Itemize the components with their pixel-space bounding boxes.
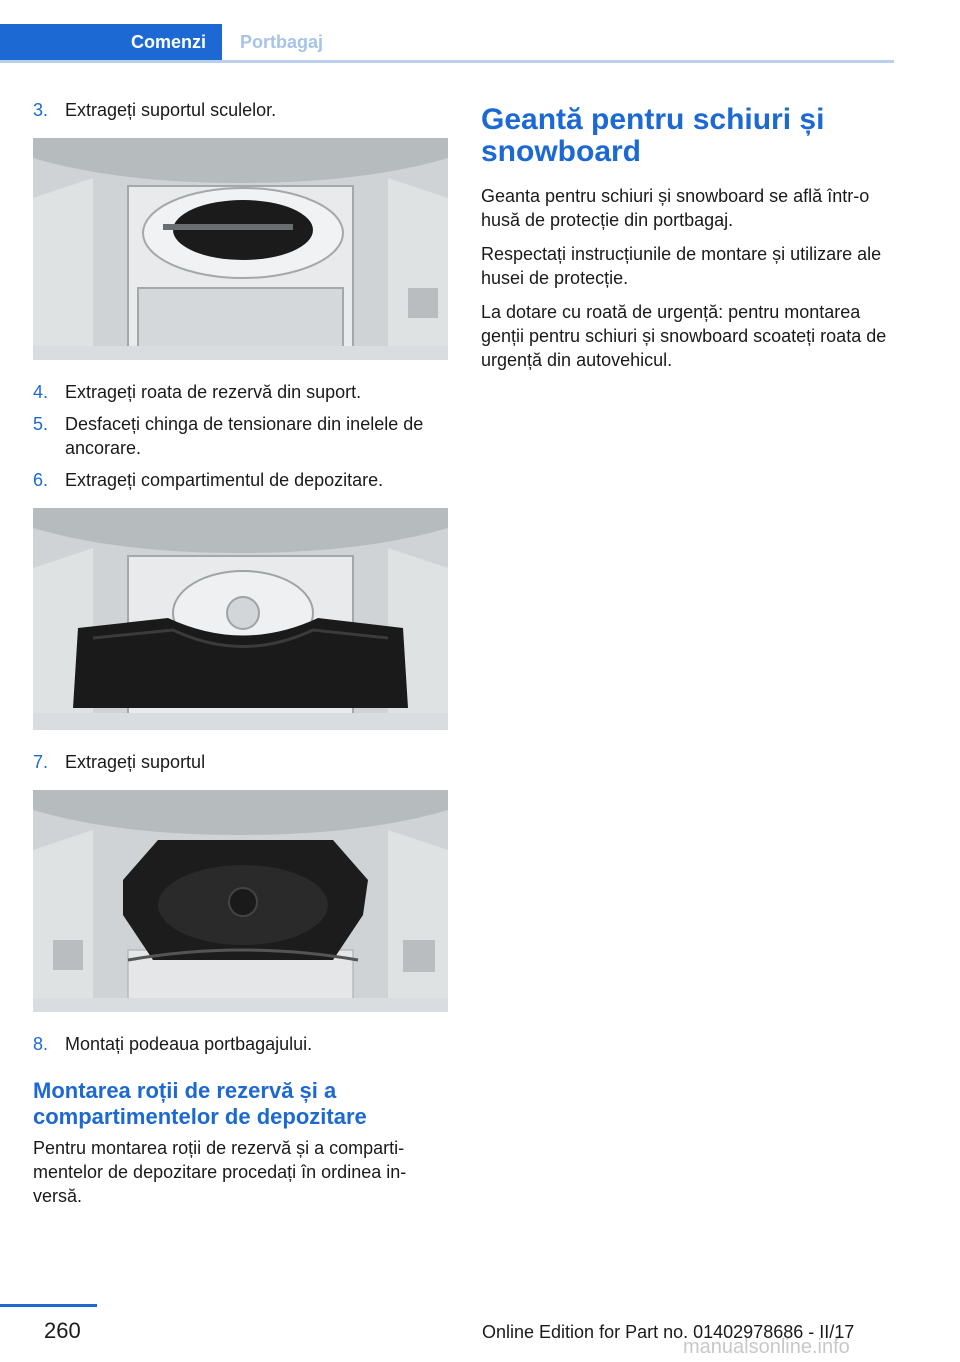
step-number: 6. [33,470,49,490]
watermark: manualsonline.info [683,1336,850,1358]
step-number: 7. [33,752,49,772]
paragraph-2: Respectați instrucțiunile de montare și utilizare ale husei de protecție. [481,244,882,288]
step-number: 8. [33,1034,49,1054]
paragraph-1: Geanta pentru schiuri și snowboard se află într-o husă de protecție din portbagaj. [481,186,870,230]
section-heading: Geantă pentru schiuri și snowboard [481,103,825,168]
step-text: Montați podeaua portbagajului. [65,1034,313,1054]
step-8 [33,1032,448,1056]
step-text: Extrageți suportul sculelor. [65,100,277,120]
tab-portbagaj[interactable]: Portbagaj [240,32,324,52]
step-3 [33,98,448,122]
header-divider [0,60,894,63]
step-text: Extrageți roata de rezervă din suport. [65,382,362,402]
step-4 [33,380,448,404]
step-text: Desfaceți chinga de tensionare din inelele de ancorare. [65,414,424,458]
trunk-illustration-3 [33,790,448,1012]
figure-tool-holder [33,138,448,360]
tab-comenzi[interactable]: Comenzi [0,24,222,61]
step-5 [33,412,448,460]
subsection-heading: Montarea roții de rezervă și a compartimentelor de depozitare [33,1078,367,1129]
left-column [33,98,448,1218]
trunk-illustration-2 [33,508,448,730]
footer-rule [0,1304,97,1307]
step-text: Extrageți suportul [65,752,206,772]
paragraph-3: La dotare cu roată de urgență: pentru montarea genții pentru schiuri și snowboard scoateți roata de urgență din autovehicul. [481,302,887,370]
edition-text: Online Edition for Part no. 01402978686 - II/17 [482,1322,855,1342]
page-header [0,0,960,64]
step-number: 3. [33,100,49,120]
step-text: Extrageți compartimentul de depozitare. [65,470,384,490]
right-column [481,98,896,382]
step-number: 5. [33,414,49,434]
step-number: 4. [33,382,49,402]
trunk-illustration-1 [33,138,448,360]
page-number: 260 [44,1318,81,1343]
step-7 [33,750,448,774]
figure-storage-compartment [33,508,448,730]
step-6 [33,468,448,492]
figure-support [33,790,448,1012]
subsection-paragraph: Pentru montarea roții de rezervă și a compartimentelor de depozitare procedați în ordinea inversă. [33,1138,407,1206]
